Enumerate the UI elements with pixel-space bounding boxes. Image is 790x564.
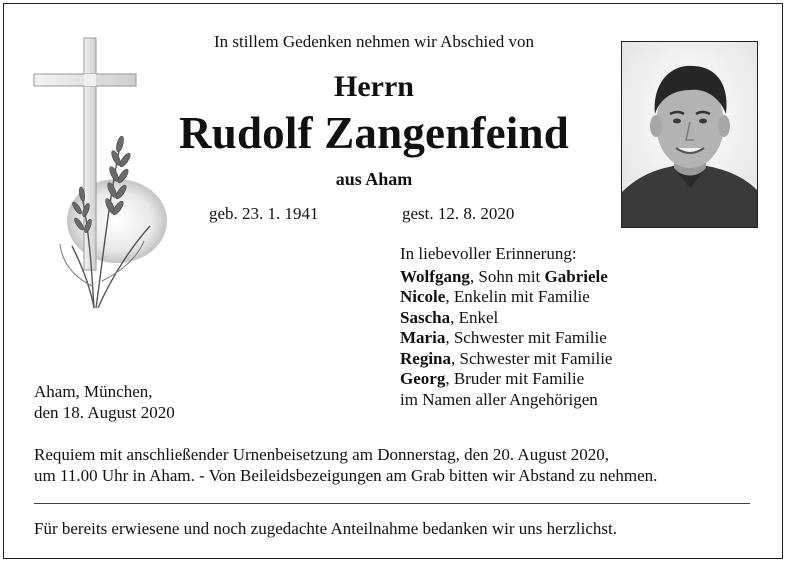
portrait-photo <box>621 41 758 228</box>
on-behalf-line: im Namen aller Angehörigen <box>400 389 598 409</box>
thanks-line: Für bereits erwiesene und noch zugedachte Anteilnahme bedanken wir uns herzlichst. <box>34 519 617 538</box>
birth-date: geb. 23. 1. 1941 <box>209 204 319 223</box>
intro-line: In stillem Gedenken nehmen wir Abschied von <box>213 32 535 51</box>
mourner-name: Regina <box>400 348 451 368</box>
place-date-block <box>34 382 175 423</box>
mourner-name: Nicole <box>400 287 446 306</box>
mourner-relation: , Sohn mit <box>469 266 545 286</box>
mourner-name: Wolfgang <box>400 266 470 286</box>
mourner-relation: , Enkel <box>450 307 499 327</box>
mourner-name: Georg <box>400 369 446 388</box>
remembrance-heading: In liebevoller Erinnerung: <box>400 244 577 263</box>
mourner-entry <box>400 349 612 370</box>
requiem-line-2: um 11.00 Uhr in Aham. - Von Beileidsbezeigungen am Grab bitten wir Abstand zu nehmen. <box>34 466 658 485</box>
death-date: gest. 12. 8. 2020 <box>402 204 515 223</box>
deceased-name: Rudolf Zangenfeind <box>179 108 569 158</box>
mourner-entry <box>400 267 612 288</box>
mourner-partner: Gabriele <box>544 266 608 286</box>
notice-date: den 18. August 2020 <box>34 402 175 422</box>
requiem-line-1: Requiem mit anschließender Urnenbeisetzung am Donnerstag, den 20. August 2020, <box>34 445 610 464</box>
mourner-name: Maria <box>400 328 446 347</box>
mourner-name: Sascha <box>400 307 451 327</box>
mourner-entry <box>400 328 612 349</box>
obituary-card <box>3 3 783 559</box>
mourner-relation: , Bruder mit Familie <box>445 369 585 388</box>
mourner-entry <box>400 308 612 329</box>
divider <box>34 503 750 504</box>
mourner-relation: , Schwester mit Familie <box>451 348 613 368</box>
mourner-entry <box>400 369 612 390</box>
salutation: Herrn <box>334 70 414 103</box>
mourner-list <box>400 267 612 411</box>
mourners-block <box>400 244 612 410</box>
requiem-block <box>34 444 657 486</box>
mourner-entry <box>400 287 612 308</box>
origin: aus Aham <box>335 169 413 189</box>
mourner-relation: , Schwester mit Familie <box>445 328 607 347</box>
place: Aham, München, <box>34 382 153 401</box>
mourner-relation: , Enkelin mit Familie <box>445 287 590 306</box>
